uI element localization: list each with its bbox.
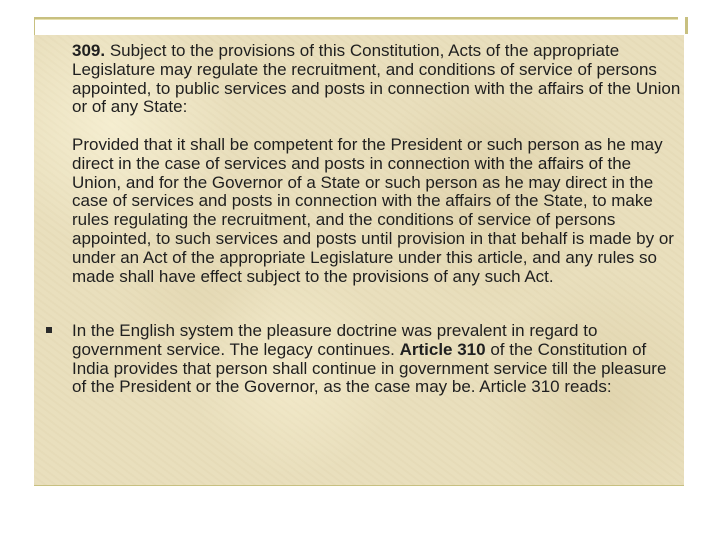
top-border-inner-rule [34, 19, 678, 20]
square-bullet-icon [46, 327, 52, 333]
article-309-paragraph [72, 42, 684, 117]
proviso-text: Provided that it shall be competent for the President or such person as he may direct in the case of services and posts in connection with the affairs of the Union, and for the Governor of a State or such person as he may direct in the case of services and posts in connection with the affairs of the State, to make rules regulating the recruitment, and the conditions of service of persons appointed, to such services and posts until provision in that behalf is made by or under an Act of the appropriate Legislature under this article, and any rules so made shall have effect subject to the provisions of any such Act. [72, 135, 674, 286]
article-number: 309. [72, 41, 106, 60]
bottom-border-rule [34, 485, 684, 486]
pleasure-text-before: In the English system the pleasure doctrine was prevalent in regard to government service. The legacy continues. [72, 321, 598, 359]
pleasure-text-after: of the Constitution of India provides that person shall continue in government service till the pleasure of the President or the Governor, as the case may be. Article 310 reads: [72, 339, 667, 397]
pleasure-doctrine-paragraph [72, 322, 684, 397]
corner-accent [685, 17, 688, 34]
article-310-bold: Article 310 [399, 339, 486, 359]
proviso-paragraph [72, 136, 684, 286]
article-309-text: Subject to the provisions of this Constitution, Acts of the appropriate Legislature may regulate the recruitment, and conditions of service of persons appointed, to public services and posts in connection with the affairs of the Union or of any State: [72, 41, 681, 117]
